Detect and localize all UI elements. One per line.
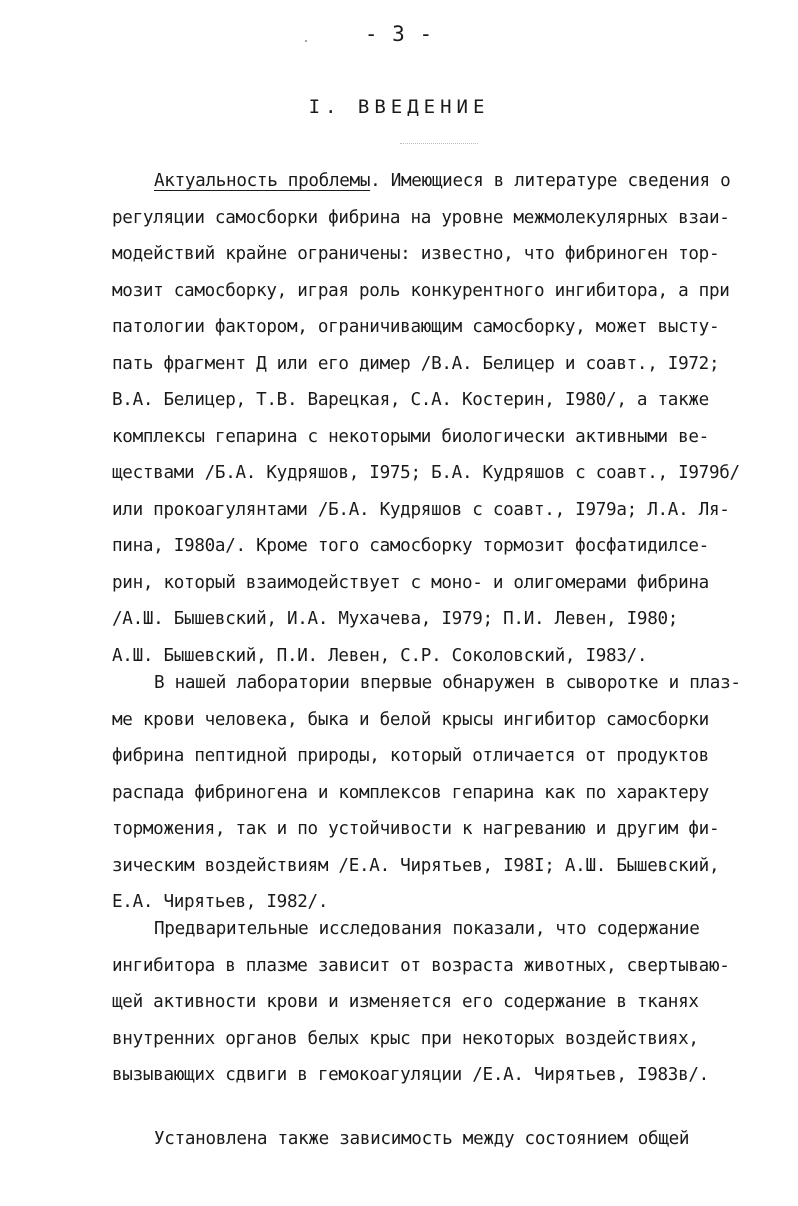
paragraph-preliminary-studies <box>112 911 772 1094</box>
scan-speck <box>305 40 307 42</box>
paragraph-relevance <box>112 163 772 674</box>
paragraph-line: В нашей лаборатории впервые обнаружен в сыворотке и плаз- <box>154 673 741 693</box>
paragraph-line: регуляции самосборки фибрина на уровне межмолекулярных взаи- <box>112 207 730 228</box>
paragraph-line: мозит самосборку, играя роль конкурентного ингибитора, а при <box>112 280 730 301</box>
decorative-dotted-rule <box>400 143 478 144</box>
paragraph-line: распада фибриногена и комплексов гепарина как по характеру <box>112 782 709 803</box>
page-number: - 3 - <box>364 22 434 46</box>
paragraph-line: пина, I980а/. Кроме того самосборку тормозит фосфатидилсе- <box>112 536 709 556</box>
paragraph-line: торможения, так и по устойчивости к нагреванию и другим фи- <box>112 819 720 839</box>
paragraph-line: ме крови человека, быка и белой крысы ингибитор самосборки <box>112 709 709 730</box>
paragraph-line: Е.А. Чирятьев, I982/. <box>112 892 329 912</box>
paragraph-line: А.Ш. Бышевский, П.И. Левен, С.Р. Соколовский, I983/. <box>112 645 648 666</box>
paragraph-line: зическим воздействиям /Е.А. Чирятьев, I98I; А.Ш. Бышевский, <box>112 855 720 876</box>
paragraph-line: /А.Ш. Бышевский, И.А. Мухачева, I979; П.И. Левен, I980; <box>112 609 679 629</box>
paragraph-line: щей активности крови и изменяется его содержание в тканях <box>112 992 699 1012</box>
paragraph-line: Предварительные исследования показали, что содержание <box>154 919 700 939</box>
section-heading: I. ВВЕДЕНИЕ <box>308 96 490 118</box>
paragraph-line: ществами /Б.А. Кудряшов, I975; Б.А. Кудряшов с соавт., I979б/ <box>112 463 740 483</box>
paragraph-line: фибрина пептидной природы, который отличается от продуктов <box>112 746 709 766</box>
paragraph-line: Установлена также зависимость между состоянием общей <box>154 1129 690 1149</box>
relevance-lead-rest: . Имеющиеся в литературе сведения о <box>370 171 731 191</box>
paragraph-line: внутренних органов белых крыс при некоторых воздействиях, <box>112 1028 699 1049</box>
paragraph-line: пать фрагмент Д или его димер /В.А. Белицер и соавт., I972; <box>112 353 720 374</box>
paragraph-dependency <box>112 1121 772 1158</box>
paragraph-line: В.А. Белицер, Т.В. Варецкая, С.А. Костерин, I980/, а также <box>112 390 709 410</box>
paragraph-line <box>112 163 772 200</box>
paragraph-inhibitor-discovery <box>112 665 772 921</box>
relevance-lead: Актуальность проблемы <box>154 171 371 191</box>
paragraph-line: ингибитора в плазме зависит от возраста животных, свертываю- <box>112 955 730 976</box>
paragraph-line: вызывающих сдвиги в гемокоагуляции /Е.А. Чирятьев, I983в/. <box>112 1065 709 1085</box>
paragraph-line: или прокоагулянтами /Б.А. Кудряшов с соавт., I979а; Л.А. Ля- <box>112 499 730 520</box>
paragraph-line: рин, который взаимодействует с моно- и олигомерами фибрина <box>112 572 709 593</box>
paragraph-line: модействий крайне ограничены: известно, что фибриноген тор- <box>112 244 720 264</box>
paragraph-line: комплексы гепарина с некоторыми биологически активными ве- <box>112 426 709 447</box>
paragraph-line: патологии фактором, ограничивающим самосборку, может высту- <box>112 317 720 337</box>
